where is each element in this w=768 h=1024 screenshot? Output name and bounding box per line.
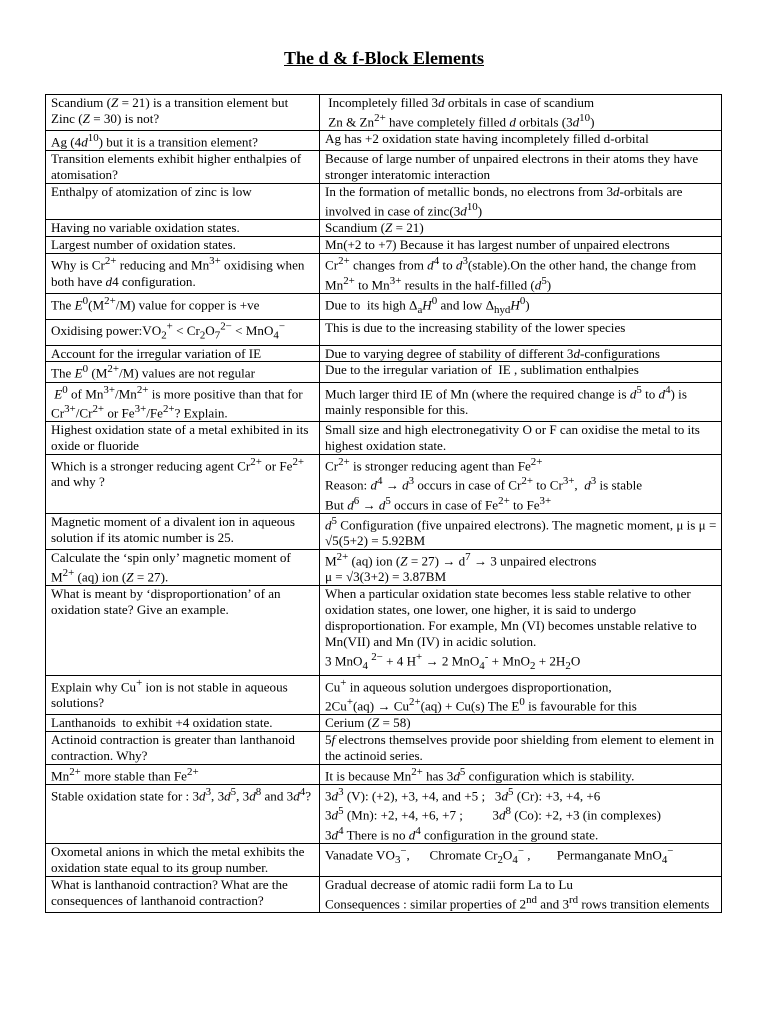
table-row bbox=[46, 513, 722, 549]
question-cell: Calculate the ‘spin only’ magnetic moment of $M^{2+}$ (aq) ion (Z = 27). bbox=[46, 550, 320, 586]
answer-cell: Vanadate $VO_3^-$, Chromate $Cr_2O_4^-$ , Permanganate MnO$_4$− bbox=[320, 843, 722, 876]
answer-cell: $M^{2+}$ (aq) ion $(Z = 27) \to d^7 \to 3$ unpaired electrons μ = √3(3+2) = 3.87BM bbox=[320, 550, 722, 586]
table-row bbox=[46, 382, 722, 422]
table-row bbox=[46, 95, 722, 131]
table-row bbox=[46, 586, 722, 676]
table-row bbox=[46, 550, 722, 586]
qa-table-body bbox=[46, 95, 722, 913]
answer-cell: Ag has +2 oxidation state having incompletely filled d-orbital bbox=[320, 131, 722, 151]
question-cell: $Mn^{2+}$ more stable than $Fe^{2+}$ bbox=[46, 764, 320, 784]
table-row bbox=[46, 345, 722, 362]
answer-cell: Incompletely filled 3d orbitals in case of scandium Zn & $Zn^{2+}$ have completely filled d orbitals $(3d^{10})$ bbox=[320, 95, 722, 131]
table-row bbox=[46, 184, 722, 220]
table-row bbox=[46, 293, 722, 319]
question-cell: Which is a stronger reducing agent $Cr^{2+}$ or $Fe^{2+}$ and why ? bbox=[46, 455, 320, 514]
question-cell: Scandium (Z = 21) is a transition element but Zinc (Z = 30) is not? bbox=[46, 95, 320, 131]
question-cell: The $E^0$ $(M^{2+}/M)$ values are not regular bbox=[46, 362, 320, 382]
question-cell: Stable oxidation state for : $3d^3$, $3d^5$, $3d^8$ and $3d^4$? bbox=[46, 785, 320, 844]
question-cell: Oxometal anions in which the metal exhibits the oxidation state equal to its group number. bbox=[46, 843, 320, 876]
table-row bbox=[46, 151, 722, 184]
table-row bbox=[46, 220, 722, 237]
question-cell: Lanthanoids to exhibit +4 oxidation state. bbox=[46, 715, 320, 732]
answer-cell: $3d^3$ (V): (+2), +3, +4, and +5 ; $3d^5$ (Cr): +3, +4, +6 $3d^5$ (Mn): +2, +4, +6, +7 ; $3d^8$ (Co): +2, +3 (in complexes) $3d^4$ There is no $d^4$ configuration in the ground state. bbox=[320, 785, 722, 844]
table-row bbox=[46, 732, 722, 765]
question-cell: What is meant by ‘disproportionation’ of an oxidation state? Give an example. bbox=[46, 586, 320, 676]
table-row bbox=[46, 237, 722, 254]
question-cell: Actinoid contraction is greater than lanthanoid contraction. Why? bbox=[46, 732, 320, 765]
table-row bbox=[46, 422, 722, 455]
answer-cell: $Cr^{2+}$ is stronger reducing agent than $Fe^{2+}$ Reason: $d^4 \to d^3$ occurs in case of $Cr^{2+}$ to $Cr^{3+}$, $d^3$ is stable But $d^6 \to d^5$ occurs in case of $Fe^{2+}$ to $Fe^{3+}$ bbox=[320, 455, 722, 514]
table-row bbox=[46, 675, 722, 715]
question-cell: Enthalpy of atomization of zinc is low bbox=[46, 184, 320, 220]
answer-cell: Much larger third IE of Mn (where the required change is $d^5$ to $d^4$) is mainly responsible for this. bbox=[320, 382, 722, 422]
answer-cell: Scandium (Z = 21) bbox=[320, 220, 722, 237]
table-row bbox=[46, 876, 722, 912]
table-row bbox=[46, 715, 722, 732]
answer-cell: In the formation of metallic bonds, no electrons from 3d-orbitals are involved in case of $zinc(3d^{10})$ bbox=[320, 184, 722, 220]
table-row bbox=[46, 785, 722, 844]
question-cell: Oxidising $power:VO_2^+ < Cr_2O_7^{2-} < MnO_4^-$ bbox=[46, 319, 320, 345]
question-cell: Explain why Cu+ ion is not stable in aqueous solutions? bbox=[46, 675, 320, 715]
table-row bbox=[46, 455, 722, 514]
answer-cell: 5f electrons themselves provide poor shielding from element to element in the actinoid series. bbox=[320, 732, 722, 765]
table-row bbox=[46, 362, 722, 382]
answer-cell: Mn(+2 to +7) Because it has largest number of unpaired electrons bbox=[320, 237, 722, 254]
answer-cell: Cu+ in aqueous solution undergoes disproportionation, $2Cu^+(aq) \to Cu^{2+}(aq) + Cu(s)$ The $E^0$ is favourable for this bbox=[320, 675, 722, 715]
table-row bbox=[46, 131, 722, 151]
qa-table bbox=[45, 94, 722, 913]
question-cell: Transition elements exhibit higher enthalpies of atomisation? bbox=[46, 151, 320, 184]
table-row bbox=[46, 319, 722, 345]
question-cell: Account for the irregular variation of IE bbox=[46, 345, 320, 362]
question-cell: Why is $Cr^{2+}$ reducing and $Mn^{3+}$ oxidising when both have d4 configuration. bbox=[46, 254, 320, 294]
answer-cell: It is because $Mn^{2+}$ has $3d^5$ configuration which is stability. bbox=[320, 764, 722, 784]
question-cell: $E^0$ of $Mn^{3+}/Mn^{2+}$ is more positive than that for $Cr^{3+}/Cr^{2+}$ or $Fe^{3+}/Fe^{2+}$? Explain. bbox=[46, 382, 320, 422]
page-title: The d & f-Block Elements bbox=[284, 48, 484, 68]
question-cell: Largest number of oxidation states. bbox=[46, 237, 320, 254]
answer-cell: Gradual decrease of atomic radii form La to Lu Consequences : similar properties of 2nd and 3rd rows transition elements bbox=[320, 876, 722, 912]
answer-cell: Because of large number of unpaired electrons in their atoms they have stronger interatomic interaction bbox=[320, 151, 722, 184]
table-row bbox=[46, 254, 722, 294]
answer-cell: This is due to the increasing stability of the lower species bbox=[320, 319, 722, 345]
question-cell: What is lanthanoid contraction? What are the consequences of lanthanoid contraction? bbox=[46, 876, 320, 912]
answer-cell: $d^5$ Configuration (five unpaired electrons). The magnetic moment, μ is μ = √5(5+2) = 5.92BM bbox=[320, 513, 722, 549]
answer-cell: $Cr^{2+}$ changes from $d^4$ to $d^3(stable).On$ the other hand, the change from $Mn^{2+}$ to $Mn^{3+}$ results in the half-filled $(d^5)$ bbox=[320, 254, 722, 294]
question-cell: Having no variable oxidation states. bbox=[46, 220, 320, 237]
table-row bbox=[46, 843, 722, 876]
question-cell: Magnetic moment of a divalent ion in aqueous solution if its atomic number is 25. bbox=[46, 513, 320, 549]
table-row bbox=[46, 764, 722, 784]
question-cell: Ag $(4d^{10})$ but it is a transition element? bbox=[46, 131, 320, 151]
answer-cell: Cerium (Z = 58) bbox=[320, 715, 722, 732]
answer-cell: When a particular oxidation state becomes less stable relative to other oxidation states, one lower, one higher, it is said to undergo disproportionation. For example, Mn (VI) becomes unstable relative to Mn(VII) and Mn (IV) in acidic solution. 3 MnO$_4$ $^{2-}$ + 4 H+ → 2 $MnO_4^- + MnO_2 + 2H_2O$ bbox=[320, 586, 722, 676]
answer-cell: Small size and high electronegativity O or F can oxidise the metal to its highest oxidation state. bbox=[320, 422, 722, 455]
question-cell: The $E^0(M^{2+}/M)$ value for copper is +ve bbox=[46, 293, 320, 319]
answer-cell: Due to varying degree of stability of different 3d-configurations bbox=[320, 345, 722, 362]
question-cell: Highest oxidation state of a metal exhibited in its oxide or fluoride bbox=[46, 422, 320, 455]
answer-cell: Due to the irregular variation of IE , sublimation enthalpies bbox=[320, 362, 722, 382]
answer-cell: Due to its high $\Delta_aH^0$ and low $\Delta_{hyd}H^0$) bbox=[320, 293, 722, 319]
